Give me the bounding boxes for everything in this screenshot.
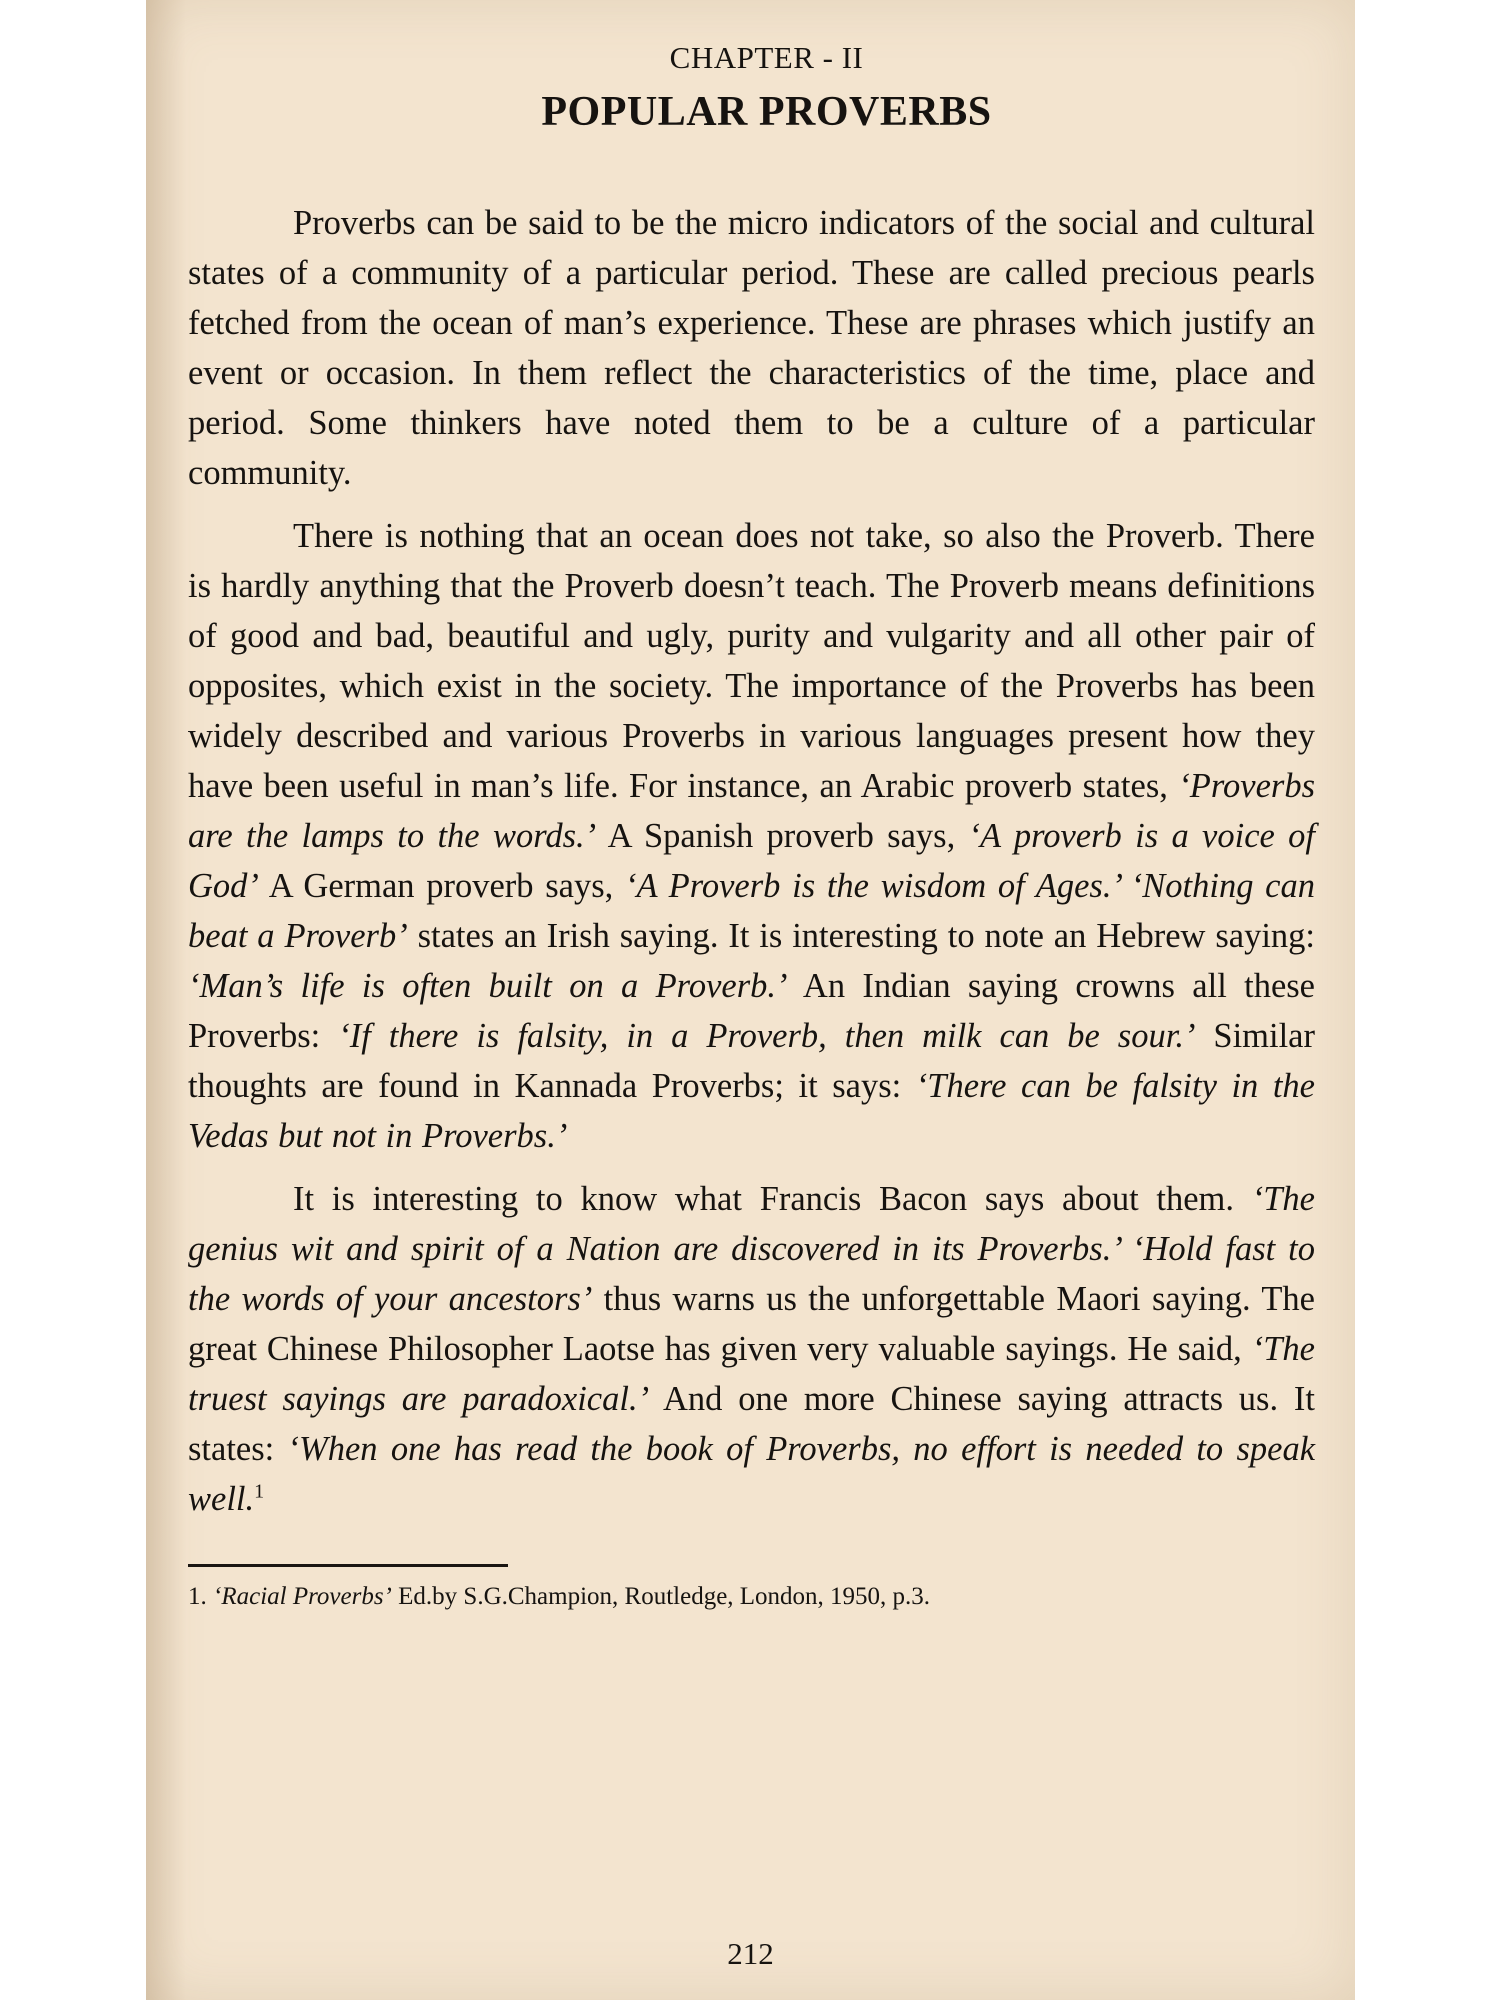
text-run: thus warns us the unforgettable Maori saying. The great Chinese Philosopher Laotse has given very valuable sayings. He said, [188, 1280, 1315, 1368]
italic-quote: ‘The genius wit and spirit of a Nation are discovered in its Proverbs.’ ‘Hold fast to the words of your ancestors’ [188, 1180, 1315, 1318]
page-number: 212 [727, 1936, 774, 1971]
italic-quote: ‘Proverbs are the lamps to the words.’ [188, 767, 1315, 855]
italic-quote: ‘A Proverb is the wisdom of Ages.’ ‘Nothing can beat a Proverb’ [188, 867, 1315, 955]
italic-quote: ‘When one has read the book of Proverbs, no effort is needed to speak well. [188, 1430, 1316, 1518]
text-run: A Spanish proverb says, [596, 817, 969, 855]
text-run: Ed.by S.G.Champion, Routledge, London, 1950, p.3. [391, 1583, 931, 1610]
italic-quote: ‘If there is falsity, in a Proverb, then milk can be sour.’ [338, 1017, 1196, 1055]
text-run: And one more Chinese saying attracts us. It states: [188, 1380, 1315, 1468]
italic-quote: ‘A proverb is a voice of God’ [188, 817, 1315, 905]
text-run: 1. [188, 1583, 213, 1610]
text-run: states an Irish saying. It is interesting to note an Hebrew saying: [407, 917, 1315, 955]
chapter-heading: CHAPTER - II [669, 40, 864, 75]
chapter-title: POPULAR PROVERBS [541, 89, 992, 135]
text-run: Similar thoughts are found in Kannada Proverbs; it says: [188, 1017, 1315, 1105]
text-run: There is nothing that an ocean does not take, so also the Proverb. There is hardly anything that the Proverb doesn’t teach. The Proverb means definitions of good and bad, beautiful and ugly, purity and vulgarity and all other pair of opposites, which exist in the society. The importance of the Proverbs has been widely described and various Proverbs in various languages present how they have been useful in man’s life. For instance, an Arabic proverb states, [188, 517, 1315, 805]
footnote-rule [188, 1564, 508, 1567]
paragraph-1 [188, 198, 1315, 498]
footnote-marker: 1 [254, 1480, 265, 1503]
book-page [146, 0, 1355, 2000]
italic-quote: ‘Racial Proverbs’ [213, 1583, 392, 1610]
italic-quote: ‘There can be falsity in the Vedas but not in Proverbs.’ [188, 1067, 1315, 1155]
text-run: It is interesting to know what Francis Bacon says about them. [293, 1180, 1252, 1218]
italic-quote: ‘The truest sayings are paradoxical.’ [188, 1330, 1315, 1418]
text-run: A German proverb says, [258, 867, 625, 905]
italic-quote: ‘Man’s life is often built on a Proverb.’ [188, 967, 788, 1005]
footnote [188, 1581, 1315, 1613]
paragraph-3 [188, 1174, 1315, 1524]
paragraph-2 [188, 511, 1315, 1161]
text-run: An Indian saying crowns all these Proverbs: [188, 967, 1315, 1055]
text-run: Proverbs can be said to be the micro indicators of the social and cultural states of a community of a particular period. These are called precious pearls fetched from the ocean of man’s experience. These are phrases which justify an event or occasion. In them reflect the characteristics of the time, place and period. Some thinkers have noted them to be a culture of a particular community. [188, 204, 1315, 492]
page-content [188, 40, 1315, 1613]
